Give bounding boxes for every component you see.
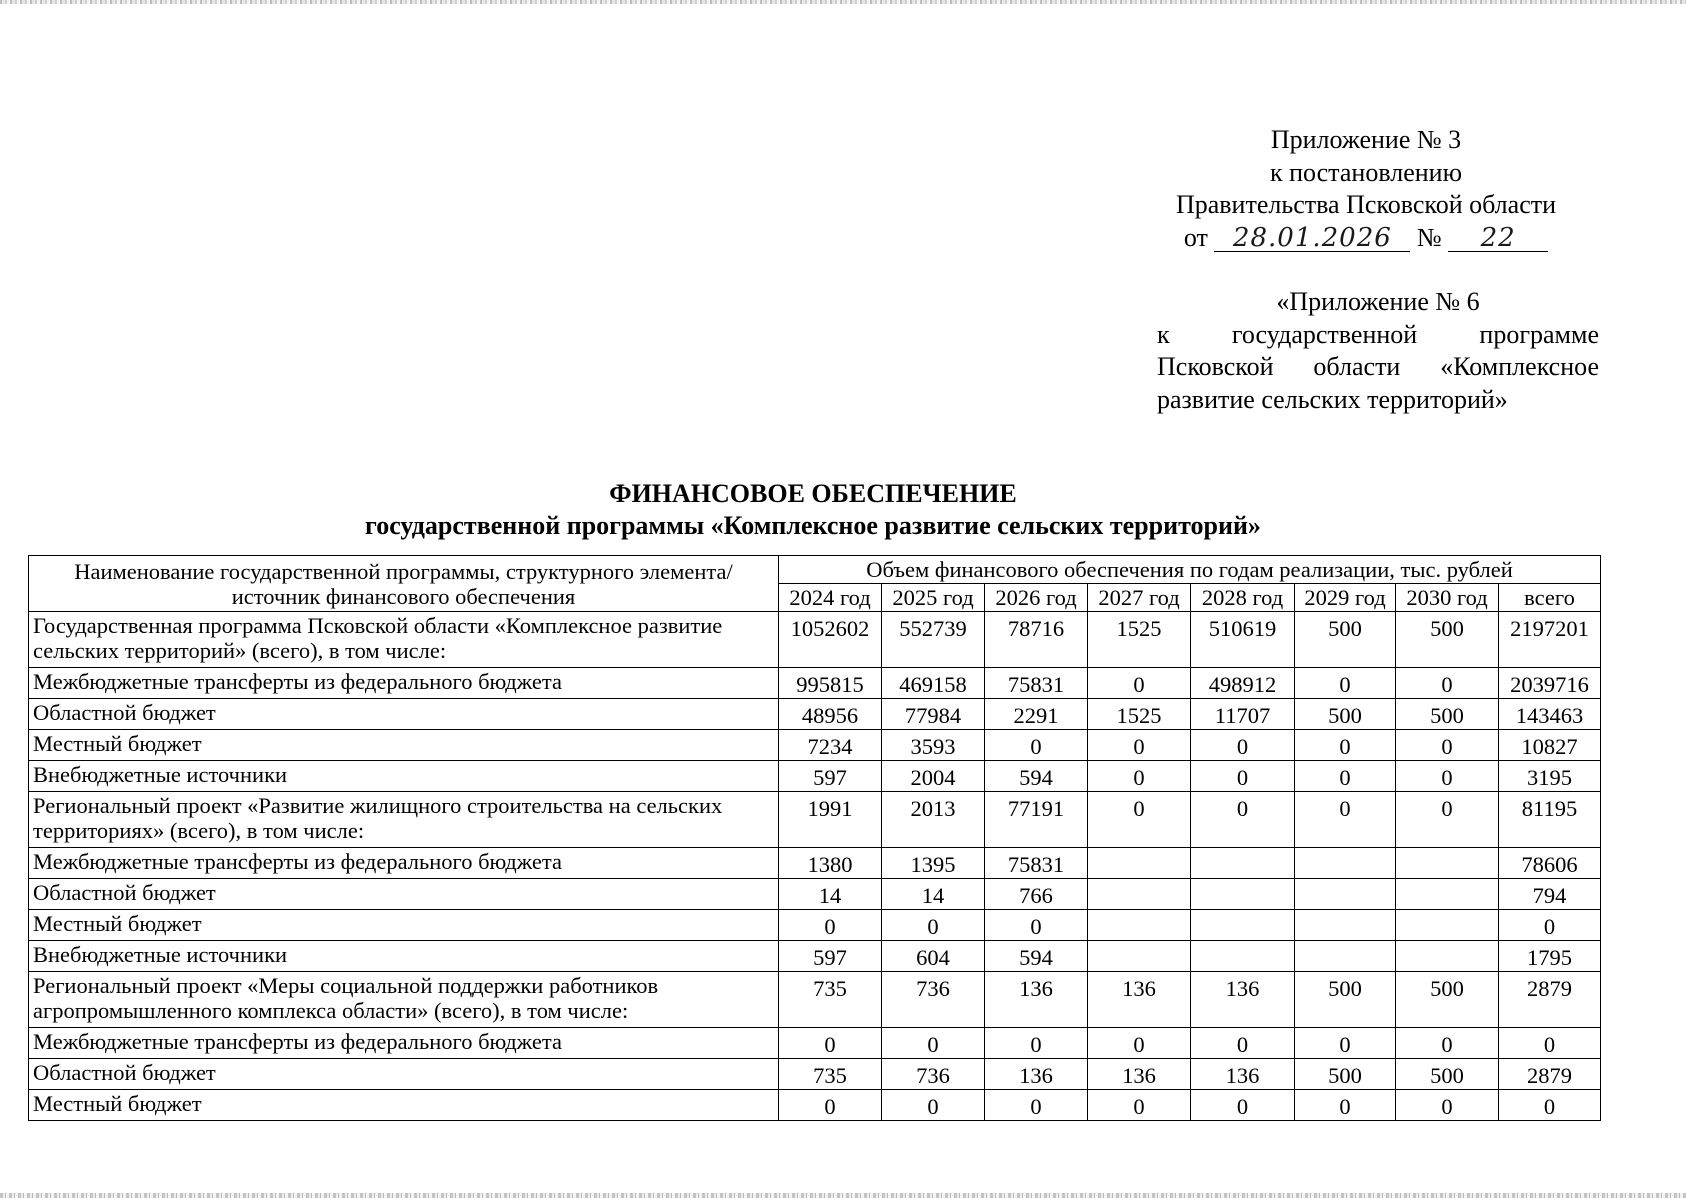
value-cell: [1396, 941, 1499, 972]
source-row: [29, 761, 1601, 792]
table-body: [29, 612, 1601, 1121]
value-cell: 14: [882, 879, 985, 910]
value-cell: [1295, 848, 1396, 879]
name-column-header: Наименование государственной программы, структурного элемента/источник финансового обеспечения: [29, 556, 779, 612]
value-cell: [1396, 848, 1499, 879]
date-prefix: от: [1183, 222, 1208, 252]
value-cell: [1088, 941, 1191, 972]
row-name-cell: Межбюджетные трансферты из федерального бюджета: [29, 848, 779, 879]
value-cell: 77984: [882, 699, 985, 730]
source-row: [29, 1090, 1601, 1121]
value-cell: 736: [882, 972, 985, 1028]
program-row: [29, 612, 1601, 668]
source-row: [29, 848, 1601, 879]
value-cell: 1991: [779, 792, 882, 848]
total-cell: 3195: [1499, 761, 1601, 792]
total-cell: 0: [1499, 1090, 1601, 1121]
value-cell: [1191, 941, 1295, 972]
row-name-cell: Местный бюджет: [29, 730, 779, 761]
value-cell: 500: [1295, 699, 1396, 730]
value-cell: 77191: [985, 792, 1088, 848]
year-header: 2026 год: [985, 584, 1088, 612]
program-row: [29, 972, 1601, 1028]
value-cell: 0: [882, 910, 985, 941]
value-cell: 1525: [1088, 612, 1191, 668]
source-row: [29, 730, 1601, 761]
year-header: 2028 год: [1191, 584, 1295, 612]
source-row: [29, 1059, 1601, 1090]
value-cell: 0: [1295, 792, 1396, 848]
year-header: 2029 год: [1295, 584, 1396, 612]
value-cell: 0: [1088, 668, 1191, 699]
value-cell: 78716: [985, 612, 1088, 668]
value-cell: 136: [985, 1059, 1088, 1090]
value-cell: 48956: [779, 699, 882, 730]
scan-edge-bottom: [0, 1193, 1686, 1198]
value-cell: 0: [985, 730, 1088, 761]
value-cell: 136: [1088, 972, 1191, 1028]
total-header: всего: [1499, 584, 1601, 612]
value-cell: 500: [1396, 612, 1499, 668]
value-cell: 2291: [985, 699, 1088, 730]
value-cell: 136: [985, 972, 1088, 1028]
value-cell: 0: [1295, 1028, 1396, 1059]
value-cell: [1396, 910, 1499, 941]
value-cell: 1380: [779, 848, 882, 879]
value-cell: 136: [1191, 972, 1295, 1028]
value-cell: 11707: [1191, 699, 1295, 730]
value-cell: 0: [779, 1090, 882, 1121]
row-name-cell: Региональный проект «Развитие жилищного строительства на сельских территориях» (всего), в том числе:: [29, 792, 779, 848]
scan-edge-top: [0, 0, 1686, 4]
row-name-cell: Местный бюджет: [29, 1090, 779, 1121]
value-cell: [1191, 848, 1295, 879]
appendix-line: Приложение № 3: [1270, 125, 1462, 154]
value-cell: 0: [985, 910, 1088, 941]
header-row: [29, 556, 1601, 584]
value-cell: 0: [1088, 761, 1191, 792]
value-cell: 2013: [882, 792, 985, 848]
value-cell: 0: [882, 1090, 985, 1121]
year-header: 2030 год: [1396, 584, 1499, 612]
total-cell: 0: [1499, 1028, 1601, 1059]
value-cell: 735: [779, 972, 882, 1028]
total-cell: 1795: [1499, 941, 1601, 972]
value-cell: 766: [985, 879, 1088, 910]
financing-table: [28, 555, 1601, 1121]
source-row: [29, 910, 1601, 941]
value-cell: 0: [1295, 668, 1396, 699]
value-cell: 75831: [985, 668, 1088, 699]
handwritten-date: 28.01.2026: [1214, 225, 1410, 252]
total-cell: 2039716: [1499, 668, 1601, 699]
value-cell: [1295, 941, 1396, 972]
title-line-2: государственной программы «Комплексное развитие сельских территорий»: [365, 511, 1261, 540]
value-cell: 0: [1295, 1090, 1396, 1121]
value-cell: [1088, 910, 1191, 941]
appendix-block: [1130, 124, 1602, 254]
value-cell: [1295, 879, 1396, 910]
value-cell: 500: [1295, 612, 1396, 668]
value-cell: 136: [1088, 1059, 1191, 1090]
total-cell: 2879: [1499, 1059, 1601, 1090]
value-cell: 500: [1396, 699, 1499, 730]
value-cell: 604: [882, 941, 985, 972]
total-cell: 2879: [1499, 972, 1601, 1028]
total-cell: 143463: [1499, 699, 1601, 730]
value-cell: 995815: [779, 668, 882, 699]
total-cell: 81195: [1499, 792, 1601, 848]
appendix-line: Правительства Псковской области: [1175, 190, 1557, 219]
value-cell: [1396, 879, 1499, 910]
value-cell: 0: [1396, 730, 1499, 761]
total-cell: 0: [1499, 910, 1601, 941]
previous-appendix-block: [1157, 286, 1599, 416]
value-cell: 736: [882, 1059, 985, 1090]
value-cell: 136: [1191, 1059, 1295, 1090]
value-cell: 0: [1191, 730, 1295, 761]
row-name-cell: Внебюджетные источники: [29, 941, 779, 972]
value-cell: 0: [1396, 761, 1499, 792]
number-sign: №: [1416, 222, 1442, 252]
value-cell: [1191, 879, 1295, 910]
source-row: [29, 879, 1601, 910]
value-cell: [1088, 879, 1191, 910]
appendix-date-line: [1130, 222, 1602, 255]
value-cell: 0: [1191, 1090, 1295, 1121]
total-cell: 794: [1499, 879, 1601, 910]
value-cell: 0: [1396, 1090, 1499, 1121]
previous-appendix-body: к государственной программе Псковской области «Комплексное развитие сельских территорий»: [1157, 319, 1599, 414]
source-row: [29, 668, 1601, 699]
row-name-cell: Местный бюджет: [29, 910, 779, 941]
year-header: 2025 год: [882, 584, 985, 612]
source-row: [29, 941, 1601, 972]
row-name-cell: Областной бюджет: [29, 1059, 779, 1090]
value-cell: 552739: [882, 612, 985, 668]
document-title: [28, 478, 1598, 542]
value-cell: 75831: [985, 848, 1088, 879]
value-cell: 594: [985, 761, 1088, 792]
value-cell: 500: [1295, 972, 1396, 1028]
value-cell: 0: [779, 910, 882, 941]
total-cell: 10827: [1499, 730, 1601, 761]
value-cell: 0: [985, 1028, 1088, 1059]
value-cell: 0: [1088, 792, 1191, 848]
row-name-cell: Областной бюджет: [29, 699, 779, 730]
source-row: [29, 1028, 1601, 1059]
row-name-cell: Областной бюджет: [29, 879, 779, 910]
row-name-cell: Межбюджетные трансферты из федерального бюджета: [29, 1028, 779, 1059]
value-cell: 0: [1088, 1028, 1191, 1059]
value-cell: 0: [1088, 1090, 1191, 1121]
row-name-cell: Государственная программа Псковской области «Комплексное развитие сельских территорий» (всего), в том числе:: [29, 612, 779, 668]
handwritten-number: 22: [1448, 225, 1548, 252]
value-cell: 735: [779, 1059, 882, 1090]
source-row: [29, 699, 1601, 730]
previous-appendix-heading: «Приложение № 6: [1276, 287, 1480, 316]
value-cell: 0: [1396, 792, 1499, 848]
value-cell: 7234: [779, 730, 882, 761]
value-cell: 0: [1396, 668, 1499, 699]
value-cell: 0: [779, 1028, 882, 1059]
value-cell: 597: [779, 941, 882, 972]
value-cell: 498912: [1191, 668, 1295, 699]
value-cell: 500: [1396, 972, 1499, 1028]
value-cell: 500: [1295, 1059, 1396, 1090]
row-name-cell: Межбюджетные трансферты из федерального бюджета: [29, 668, 779, 699]
value-cell: 500: [1396, 1059, 1499, 1090]
value-cell: [1295, 910, 1396, 941]
value-cell: 1395: [882, 848, 985, 879]
value-cell: 0: [985, 1090, 1088, 1121]
value-cell: 0: [1088, 730, 1191, 761]
value-cell: [1191, 910, 1295, 941]
value-cell: [1088, 848, 1191, 879]
row-name-cell: Региональный проект «Меры социальной поддержки работников агропромышленного комплекса области» (всего), в том числе:: [29, 972, 779, 1028]
value-cell: 0: [1191, 1028, 1295, 1059]
total-cell: 2197201: [1499, 612, 1601, 668]
value-cell: 1525: [1088, 699, 1191, 730]
appendix-line: к постановлению: [1269, 157, 1463, 187]
value-cell: 469158: [882, 668, 985, 699]
title-line-1: ФИНАНСОВОЕ ОБЕСПЕЧЕНИЕ: [609, 479, 1017, 508]
value-cell: 0: [1191, 792, 1295, 848]
value-cell: 3593: [882, 730, 985, 761]
value-cell: 0: [1396, 1028, 1499, 1059]
program-row: [29, 792, 1601, 848]
value-cell: 14: [779, 879, 882, 910]
value-cell: 0: [882, 1028, 985, 1059]
year-header: 2027 год: [1088, 584, 1191, 612]
value-cell: 510619: [1191, 612, 1295, 668]
year-header: 2024 год: [779, 584, 882, 612]
value-cell: 597: [779, 761, 882, 792]
value-cell: 0: [1191, 761, 1295, 792]
total-cell: 78606: [1499, 848, 1601, 879]
row-name-cell: Внебюджетные источники: [29, 761, 779, 792]
value-cell: 2004: [882, 761, 985, 792]
funding-group-header: Объем финансового обеспечения по годам реализации, тыс. рублей: [779, 556, 1601, 584]
value-cell: 594: [985, 941, 1088, 972]
value-cell: 1052602: [779, 612, 882, 668]
value-cell: 0: [1295, 730, 1396, 761]
value-cell: 0: [1295, 761, 1396, 792]
